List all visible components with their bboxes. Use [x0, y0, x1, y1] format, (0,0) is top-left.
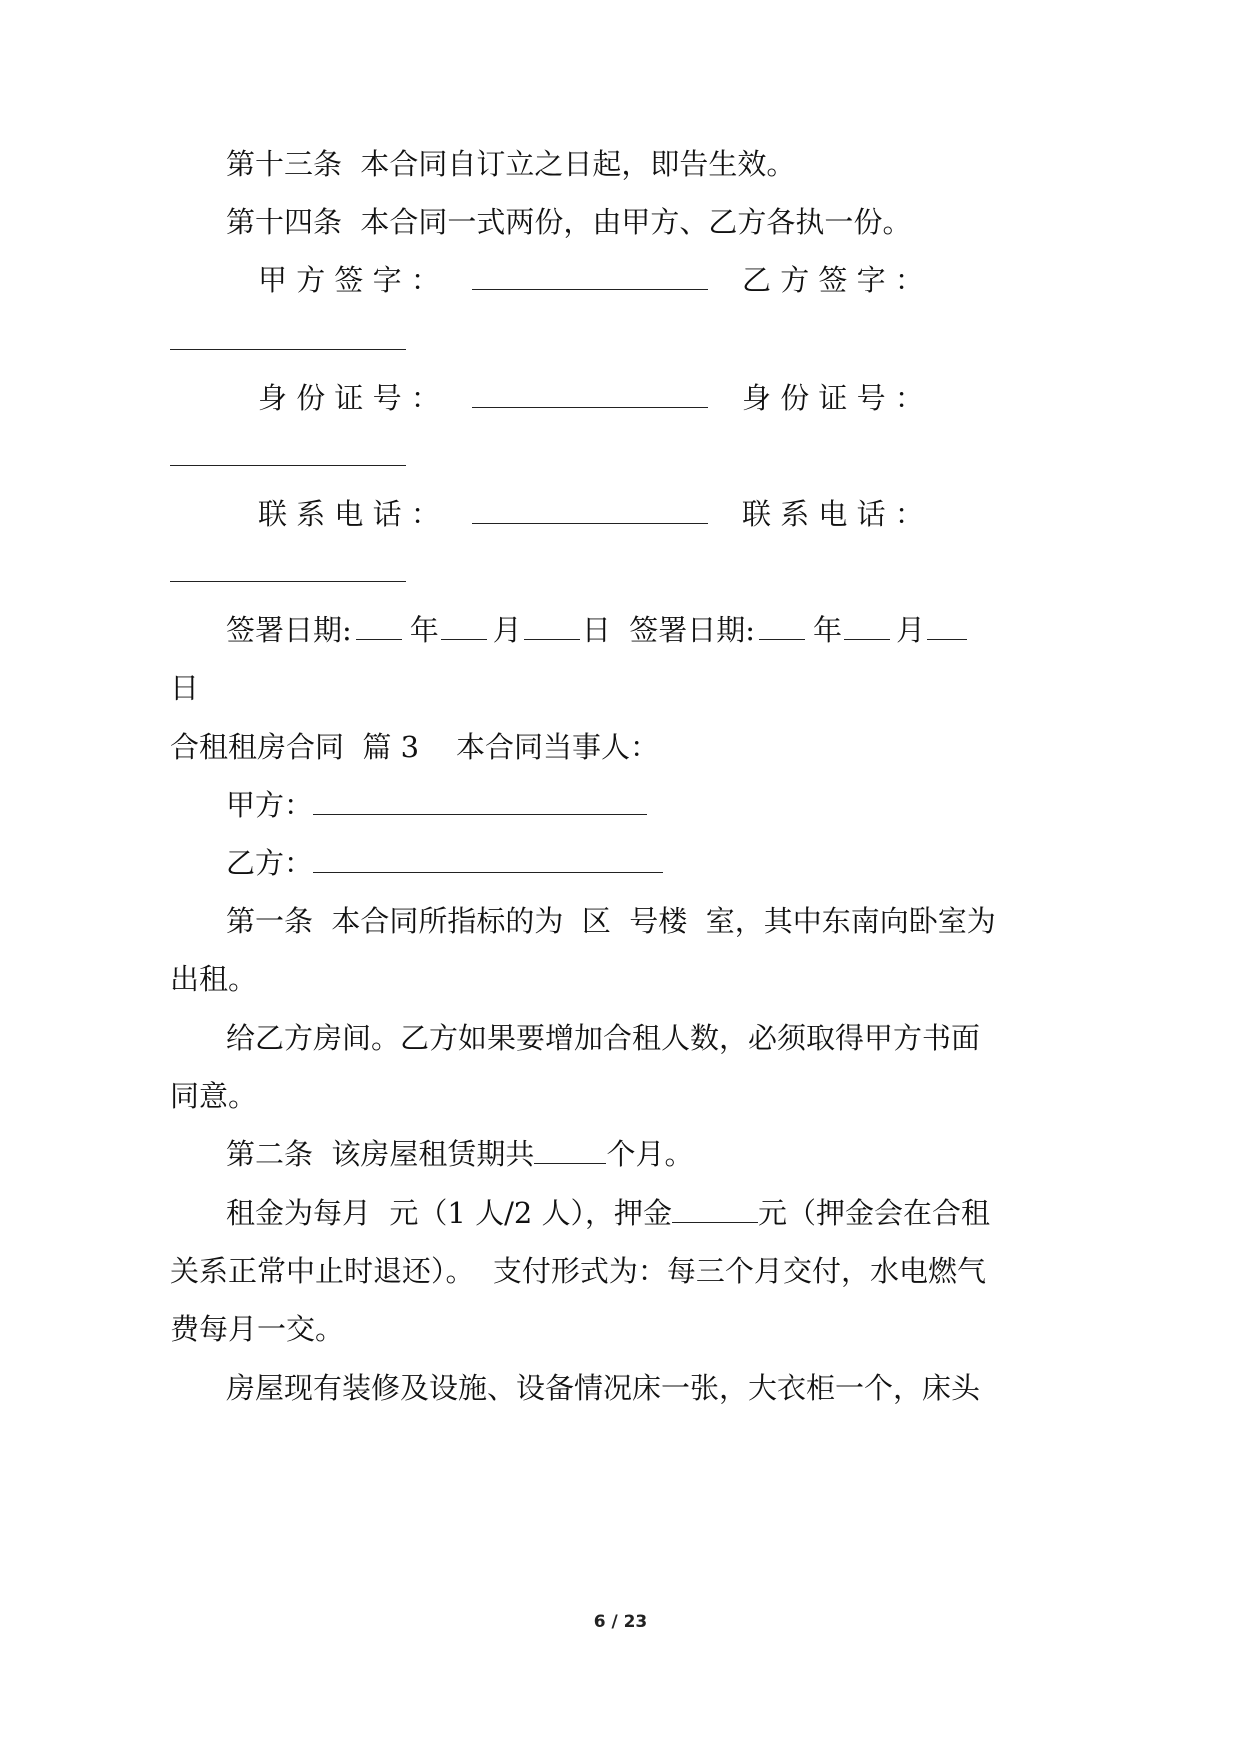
party-b-id-label: 身 份 证 号 ： [742, 381, 924, 415]
signing-month-a: 月 [492, 613, 522, 647]
signing-day-b: 日 [170, 671, 200, 705]
party-b-phone-label: 联 系 电 话 ： [742, 497, 924, 531]
party-a-phone-blank [472, 496, 708, 532]
party-b-line [226, 845, 663, 881]
rent-text-a: 租金为每月 元（1 人/2 人），押金 [226, 1196, 673, 1230]
signing-date-label-b: 签署日期: [629, 613, 756, 647]
rent-line-2: 关系正常中止时退还）。 支付形式为：每三个月交付，水电燃气 [170, 1254, 986, 1288]
clause-1-line-1: 第一条 本合同所指标的为 区 号楼 室，其中东南向卧室为 [226, 904, 996, 938]
party-a-label: 甲方： [226, 788, 314, 822]
party-a-line [226, 787, 647, 823]
party-a-signature-blank [472, 262, 708, 298]
party-a-id-label: 身 份 证 号 ： [258, 381, 440, 415]
parties-heading: 本合同当事人： [456, 730, 660, 764]
signing-day-a: 日 [581, 613, 611, 647]
party-a-signature-label: 甲 方 签 字 ： [258, 263, 440, 297]
clause-2-line [226, 1136, 693, 1172]
signing-year-a: 年 [409, 613, 439, 647]
clause-13: 第十三条 本合同自订立之日起，即告生效。 [226, 147, 796, 181]
party-b-phone-blank [170, 554, 406, 590]
signing-date-line [226, 612, 967, 648]
clause-2-text-a: 第二条 该房屋租赁期共 [226, 1137, 535, 1171]
clause-2-text-b: 个月。 [606, 1137, 694, 1171]
furnishing-line: 房屋现有装修及设施、设备情况床一张，大衣柜一个，床头 [226, 1371, 981, 1405]
signing-month-b: 月 [896, 613, 926, 647]
party-b-signature-label: 乙 方 签 字 ： [742, 263, 924, 297]
rent-text-b: 元（押金会在合租 [758, 1196, 991, 1230]
clause-1-line-4: 同意。 [170, 1079, 258, 1113]
section-title: 合租租房合同 篇 3 [170, 730, 420, 764]
clause-1-line-3: 给乙方房间。乙方如果要增加合租人数，必须取得甲方书面 [226, 1021, 981, 1055]
party-b-label: 乙方： [226, 846, 314, 880]
signing-date-label-a: 签署日期: [226, 613, 352, 647]
party-a-phone-label: 联 系 电 话 ： [258, 497, 440, 531]
signing-year-b: 年 [813, 613, 843, 647]
clause-1-line-2: 出租。 [170, 962, 258, 996]
party-b-id-blank [170, 438, 406, 474]
clause-14: 第十四条 本合同一式两份，由甲方、乙方各执一份。 [226, 205, 912, 239]
rent-line [226, 1195, 990, 1231]
party-a-id-blank [472, 380, 708, 416]
rent-line-3: 费每月一交。 [170, 1312, 345, 1346]
party-b-signature-blank [170, 322, 406, 358]
page-number: 6 / 23 [593, 1612, 648, 1632]
